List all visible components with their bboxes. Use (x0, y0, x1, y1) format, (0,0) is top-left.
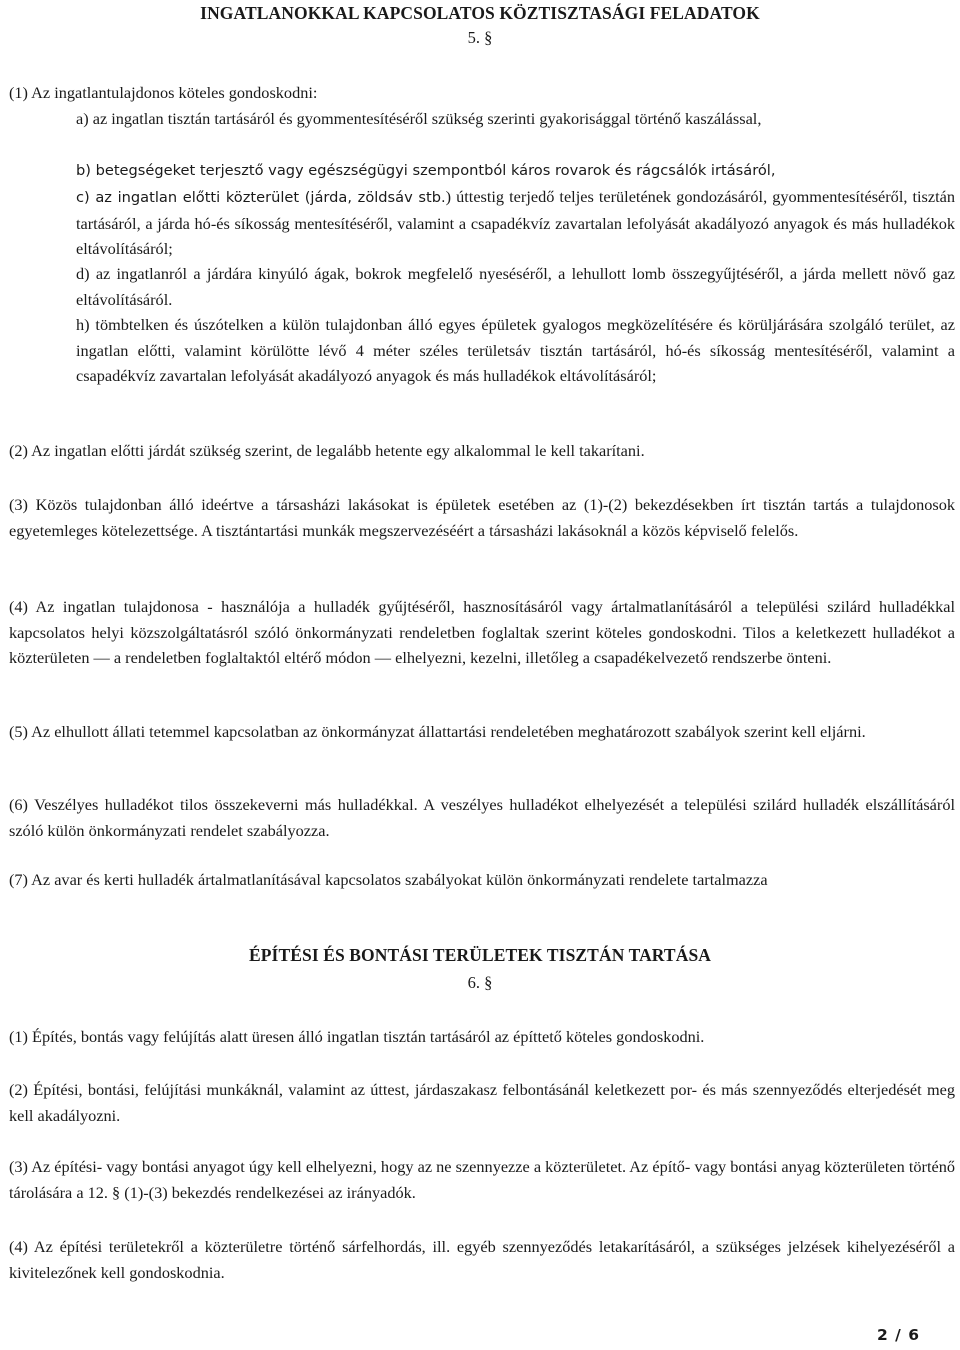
section-5-paragraph-1-intro: (1) Az ingatlantulajdonos köteles gondoskodni: (9, 83, 318, 102)
section-5-item-h: h) tömbtelken és úszótelken a külön tulajdonban álló egyes épületek gyalogos megközelítésére és körüljárására szolgáló terület, az ingatlan előtti, valamint körülötte lévő 4 méter széles területsáv tisztán tartásáról, hó-és síkosság mentesítéséről, valamint a csapadékvíz zavartalan lefolyását akadályozó anyagok és más hulladékok eltávolításáról; (76, 315, 955, 386)
section-6-paragraph-2: (2) Építési, bontási, felújítási munkáknál, valamint az úttest, járdaszakasz felbontásánál keletkezett por- és más szennyeződés elterjedését meg kell akadályozni. (9, 1080, 955, 1125)
section-5-item-c-rest: ) úttestig terjedő teljes területének gondozásáról, gyommentesítéséről, tisztán tartásáról, a járda hó-és síkosság mentesítéséről, valamint a csapadékvíz zavartalan lefolyását akadályozó anyagok és más hulladékok eltávolításáról; (76, 187, 955, 259)
section-5-paragraph-4: (4) Az ingatlan tulajdonosa - használója a hulladék gyűjtéséről, hasznosításáról vagy ártalmatlanításáról a települési szilárd hulladékkal kapcsolatos helyi közszolgáltatásról szóló önkormányzati rendeletben foglaltak szerint köteles gondoskodni. Tilos a keletkezett hulladékot a közterületen — a rendeletben foglaltaktól eltérő módon — elhelyezni, kezelni, illetőleg a csapadékelvezető rendszerbe önteni. (9, 597, 955, 668)
page-number: 2 / 6 (876, 1326, 920, 1344)
section-5-paragraph-2: (2) Az ingatlan előtti járdát szükség szerint, de legalább hetente egy alkalommal le kell takarítani. (9, 441, 645, 460)
section-5-item-b: b) betegségeket terjesztő vagy egészségügyi szempontból káros rovarok és rágcsálók irtásáról, (76, 162, 776, 179)
section-5-item-c (76, 184, 955, 262)
section-5-paragraph-6: (6) Veszélyes hulladékot tilos összekeverni más hulladékkal. A veszélyes hulladékot elhelyezését a települési szilárd hulladék elszállításáról szóló külön önkormányzati rendelet szabályozza. (9, 795, 955, 840)
section-6-paragraph-3: (3) Az építési- vagy bontási anyagot úgy kell elhelyezni, hogy az ne szennyezze a közterületet. Az építő- vagy bontási anyag közterületen történő tárolására a 12. § (1)-(3) bekezdés rendelkezései az irányadók. (9, 1157, 955, 1202)
section-5-item-d: d) az ingatlanról a járdára kinyúló ágak, bokrok megfelelő nyeséséről, a lehullott lomb összegyűjtéséről, a járda mellett növő gaz eltávolításáról. (76, 264, 955, 309)
section-5-title: INGATLANOKKAL KAPCSOLATOS KÖZTISZTASÁGI FELADATOK (200, 3, 760, 23)
section-6-paragraph-4: (4) Az építési területekről a közterületre történő sárfelhordás, ill. egyéb szennyeződés letakarításáról, a szükséges jelzések kihelyezéséről a kivitelezőnek kell gondoskodnia. (9, 1237, 955, 1282)
section-5-item-c-start: c) az ingatlan előtti közterület (járda, zöldsáv stb. (76, 189, 446, 206)
section-5-paragraph-3: (3) Közös tulajdonban álló ideértve a társasházi lakásokat is épületek esetében az (1)-(2) bekezdésekben írt tisztán tartás a tulajdonosok egyetemleges kötelezettsége. A tisztántartási munkák megszervezéséért a társasházi lakásoknál a közös képviselő felelős. (9, 495, 955, 540)
section-6-number: 6. § (467, 973, 493, 992)
section-5-paragraph-5: (5) Az elhullott állati tetemmel kapcsolatban az önkormányzat állattartási rendeletében meghatározott szabályok szerint kell eljárni. (9, 722, 866, 741)
section-6-title: ÉPÍTÉSI ÉS BONTÁSI TERÜLETEK TISZTÁN TARTÁSA (248, 945, 712, 965)
section-6-paragraph-1: (1) Építés, bontás vagy felújítás alatt üresen álló ingatlan tisztán tartásáról az építtető köteles gondoskodni. (9, 1027, 705, 1046)
section-5-number: 5. § (467, 28, 493, 47)
section-5-paragraph-7: (7) Az avar és kerti hulladék ártalmatlanításával kapcsolatos szabályokat külön önkormányzati rendelete tartalmazza (9, 870, 768, 889)
section-5-item-a: a) az ingatlan tisztán tartásáról és gyommentesítéséről szükség szerinti gyakorisággal történő kaszálással, (76, 109, 762, 128)
